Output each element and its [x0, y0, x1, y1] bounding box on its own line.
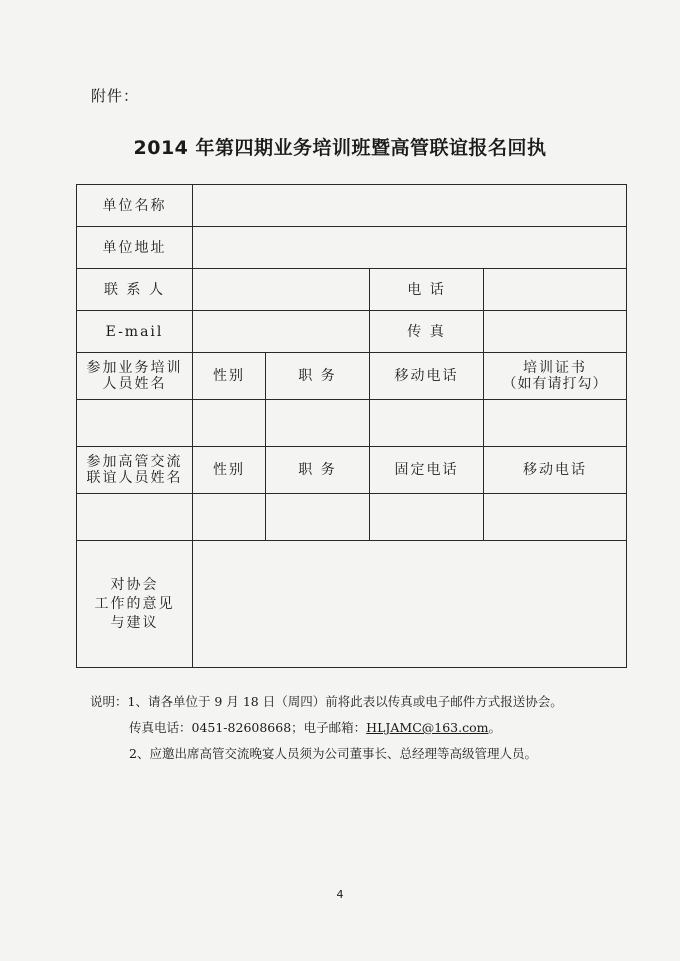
fax-field[interactable] [484, 311, 627, 353]
email-label: E-mail [77, 311, 193, 353]
exec-gender-header: 性别 [193, 447, 266, 494]
exec-name-header: 参加高管交流 联谊人员姓名 [77, 447, 193, 494]
phone-label: 电 话 [370, 269, 484, 311]
unit-name-label: 单位名称 [77, 185, 193, 227]
exec-position-header: 职 务 [266, 447, 370, 494]
note-line-1: 说明：1、请各单位于 9 月 18 日（周四）前将此表以传真或电子邮件方式报送协会。 [90, 694, 563, 709]
row-unit-name [77, 185, 627, 227]
page-title: 2014 年第四期业务培训班暨高管联谊报名回执 [133, 137, 547, 159]
row-opinion [77, 541, 627, 668]
row-exec-entry [77, 494, 627, 541]
trainee-gender-header: 性别 [193, 353, 266, 400]
row-trainee-entry [77, 400, 627, 447]
trainee-certificate-field[interactable] [484, 400, 627, 447]
email-field[interactable] [193, 311, 370, 353]
opinion-field[interactable] [193, 541, 627, 668]
opinion-label: 对协会 工作的意见 与建议 [77, 541, 193, 668]
row-contact [77, 269, 627, 311]
row-exec-header [77, 447, 627, 494]
notes [90, 689, 563, 767]
exec-name-field[interactable] [77, 494, 193, 541]
unit-address-field[interactable] [193, 227, 627, 269]
note-line-3: 2、应邀出席高管交流晚宴人员须为公司董事长、总经理等高级管理人员。 [129, 746, 537, 761]
trainee-name-field[interactable] [77, 400, 193, 447]
trainee-mobile-header: 移动电话 [370, 353, 484, 400]
phone-field[interactable] [484, 269, 627, 311]
trainee-gender-field[interactable] [193, 400, 266, 447]
exec-gender-field[interactable] [193, 494, 266, 541]
trainee-certificate-header: 培训证书 （如有请打勾） [484, 353, 627, 400]
registration-form-table [76, 184, 627, 668]
exec-position-field[interactable] [266, 494, 370, 541]
unit-name-field[interactable] [193, 185, 627, 227]
note-line-2: 传真电话：0451-82608668；电子邮箱：HLJAMC@163.com。 [129, 720, 502, 735]
contact-label: 联 系 人 [77, 269, 193, 311]
row-email [77, 311, 627, 353]
exec-mobile-field[interactable] [484, 494, 627, 541]
trainee-position-header: 职 务 [266, 353, 370, 400]
trainee-mobile-field[interactable] [370, 400, 484, 447]
unit-address-label: 单位地址 [77, 227, 193, 269]
exec-mobile-header: 移动电话 [484, 447, 627, 494]
row-unit-address [77, 227, 627, 269]
exec-landline-field[interactable] [370, 494, 484, 541]
email-address: HLJAMC@163.com [366, 720, 489, 735]
trainee-name-header: 参加业务培训 人员姓名 [77, 353, 193, 400]
fax-label: 传 真 [370, 311, 484, 353]
row-trainee-header [77, 353, 627, 400]
attachment-label: 附件： [91, 87, 140, 105]
contact-field[interactable] [193, 269, 370, 311]
trainee-position-field[interactable] [266, 400, 370, 447]
page-number: 4 [336, 888, 344, 901]
exec-landline-header: 固定电话 [370, 447, 484, 494]
